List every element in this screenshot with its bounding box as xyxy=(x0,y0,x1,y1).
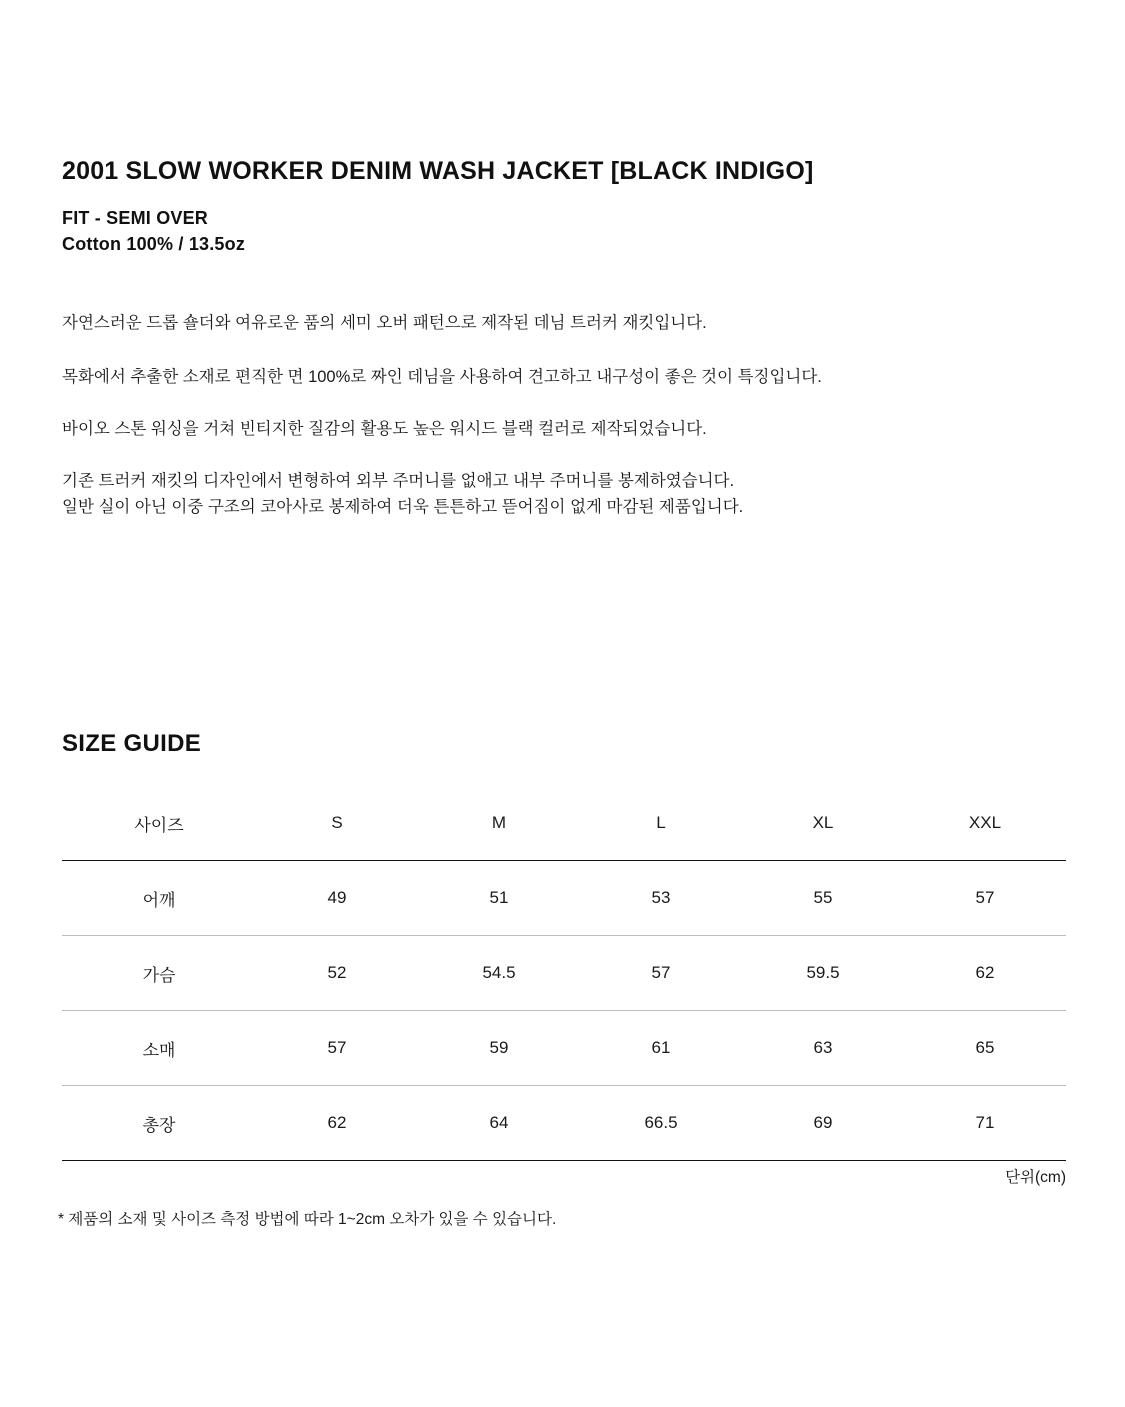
cell-shoulder-xxl: 57 xyxy=(904,861,1066,936)
cell-chest-xxl: 62 xyxy=(904,936,1066,1011)
cell-shoulder-xl: 55 xyxy=(742,861,904,936)
cell-length-m: 64 xyxy=(418,1086,580,1161)
row-label-shoulder: 어깨 xyxy=(62,861,256,936)
row-label-sleeve: 소매 xyxy=(62,1011,256,1086)
table-row xyxy=(62,936,1066,1011)
fit-label: FIT - SEMI OVER xyxy=(62,208,209,228)
cell-chest-l: 57 xyxy=(580,936,742,1011)
size-guide-table-wrap xyxy=(62,786,1066,1161)
table-row xyxy=(62,1011,1066,1086)
column-header-xl: XL xyxy=(742,786,904,861)
description-line-2: 목화에서 추출한 소재로 편직한 면 100%로 짜인 데님을 사용하여 견고하고 내구성이 좋은 것이 특징입니다. xyxy=(62,367,822,386)
cell-chest-s: 52 xyxy=(256,936,418,1011)
size-guide-table xyxy=(62,786,1066,1161)
table-header-row xyxy=(62,786,1066,861)
column-header-s: S xyxy=(256,786,418,861)
cell-sleeve-xl: 63 xyxy=(742,1011,904,1086)
column-header-xxl: XXL xyxy=(904,786,1066,861)
cell-length-xxl: 71 xyxy=(904,1086,1066,1161)
cell-chest-xl: 59.5 xyxy=(742,936,904,1011)
column-header-m: M xyxy=(418,786,580,861)
cell-sleeve-l: 61 xyxy=(580,1011,742,1086)
table-row xyxy=(62,1086,1066,1161)
measurement-footnote: * 제품의 소재 및 사이즈 측정 방법에 따라 1~2cm 오차가 있을 수 있습니다. xyxy=(58,1211,557,1228)
cell-shoulder-l: 53 xyxy=(580,861,742,936)
cell-sleeve-s: 57 xyxy=(256,1011,418,1086)
column-header-size: 사이즈 xyxy=(62,786,256,861)
size-guide-heading: SIZE GUIDE xyxy=(62,729,202,757)
cell-length-l: 66.5 xyxy=(580,1086,742,1161)
column-header-l: L xyxy=(580,786,742,861)
unit-note: 단위(cm) xyxy=(1005,1169,1066,1186)
size-guide-table-head xyxy=(62,786,1066,861)
description-line-4: 기존 트러커 재킷의 디자인에서 변형하여 외부 주머니를 없애고 내부 주머니를 봉제하였습니다. xyxy=(62,471,735,490)
row-label-chest: 가슴 xyxy=(62,936,256,1011)
cell-sleeve-xxl: 65 xyxy=(904,1011,1066,1086)
size-guide-table-body xyxy=(62,861,1066,1161)
cell-length-s: 62 xyxy=(256,1086,418,1161)
row-label-length: 총장 xyxy=(62,1086,256,1161)
cell-sleeve-m: 59 xyxy=(418,1011,580,1086)
cell-length-xl: 69 xyxy=(742,1086,904,1161)
material-label: Cotton 100% / 13.5oz xyxy=(62,234,246,254)
page-title: 2001 SLOW WORKER DENIM WASH JACKET [BLACK INDIGO] xyxy=(62,156,814,185)
cell-shoulder-s: 49 xyxy=(256,861,418,936)
description-line-5: 일반 실이 아닌 이중 구조의 코아사로 봉제하여 더욱 튼튼하고 뜯어짐이 없게 마감된 제품입니다. xyxy=(62,497,744,516)
table-row xyxy=(62,861,1066,936)
description-line-1: 자연스러운 드롭 숄더와 여유로운 품의 세미 오버 패턴으로 제작된 데님 트러커 재킷입니다. xyxy=(62,313,707,332)
cell-shoulder-m: 51 xyxy=(418,861,580,936)
cell-chest-m: 54.5 xyxy=(418,936,580,1011)
description-line-3: 바이오 스톤 워싱을 거쳐 빈티지한 질감의 활용도 높은 워시드 블랙 컬러로 제작되었습니다. xyxy=(62,419,707,438)
